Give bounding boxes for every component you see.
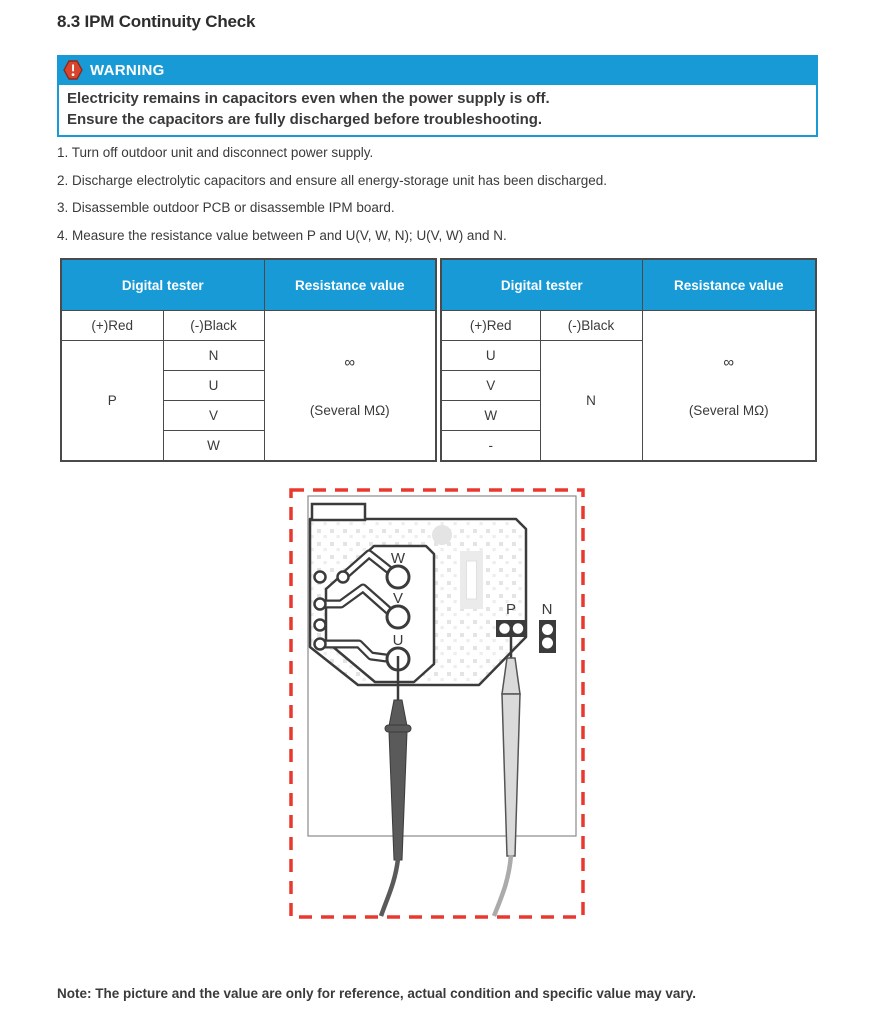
table-cell: (-)Black [540, 311, 642, 341]
resistance-value-cell [264, 311, 436, 462]
table-cell: U [163, 371, 264, 401]
column-header: Resistance value [264, 259, 436, 311]
label-w: W [390, 550, 406, 567]
p-connector [496, 620, 527, 637]
resistance-note: (Several MΩ) [688, 402, 769, 418]
label-n: N [541, 601, 553, 618]
step-item: 4. Measure the resistance value between P and U(V, W, N); U(V, W) and N. [57, 227, 507, 243]
table-cell: N [540, 341, 642, 462]
table-cell: V [441, 371, 540, 401]
label-p: P [505, 601, 517, 618]
pcb-pad [432, 525, 452, 545]
label-v: V [392, 590, 404, 607]
step-item: 1. Turn off outdoor unit and disconnect power supply. [57, 145, 374, 160]
table-cell: U [441, 341, 540, 371]
ipm-board-diagram [289, 488, 585, 920]
continuity-tables [60, 258, 817, 462]
label-u: U [392, 632, 404, 649]
uvw-terminals [387, 566, 409, 670]
table-cell: - [441, 431, 540, 462]
table-cell: W [441, 401, 540, 431]
warning-header [57, 55, 818, 85]
warning-icon [63, 60, 83, 80]
pcb-edge-connector [312, 504, 365, 520]
page-title: 8.3 IPM Continuity Check [57, 12, 256, 31]
table-cell: N [163, 341, 264, 371]
continuity-table-right [440, 258, 817, 462]
resistance-note: (Several MΩ) [309, 402, 390, 418]
column-header: Resistance value [642, 259, 816, 311]
table-cell: P [61, 341, 163, 462]
warning-title: WARNING [90, 61, 165, 79]
infinity-value: ∞ [723, 353, 735, 371]
table-cell: W [163, 431, 264, 462]
continuity-table-left [60, 258, 437, 462]
table-cell: V [163, 401, 264, 431]
infinity-value: ∞ [344, 353, 356, 371]
step-item: 3. Disassemble outdoor PCB or disassemble IPM board. [57, 200, 395, 215]
warning-line: Ensure the capacitors are fully discharged before troubleshooting. [67, 111, 543, 128]
step-item: 2. Discharge electrolytic capacitors and ensure all energy-storage unit has been discharged. [57, 172, 608, 188]
warning-box [57, 55, 818, 137]
table-cell: (+)Red [61, 311, 163, 341]
warning-line: Electricity remains in capacitors even when the power supply is off. [67, 90, 550, 107]
terminal-w [387, 566, 409, 588]
table-cell: (-)Black [163, 311, 264, 341]
warning-message [57, 85, 818, 137]
terminal-v [387, 606, 409, 628]
column-header: Digital tester [61, 259, 264, 311]
resistance-value-cell [642, 311, 816, 462]
n-connector [539, 620, 556, 653]
reference-note: Note: The picture and the value are only for reference, actual condition and specific value may vary. [57, 986, 696, 1001]
column-header: Digital tester [441, 259, 642, 311]
table-cell: (+)Red [441, 311, 540, 341]
procedure-steps [57, 146, 607, 256]
